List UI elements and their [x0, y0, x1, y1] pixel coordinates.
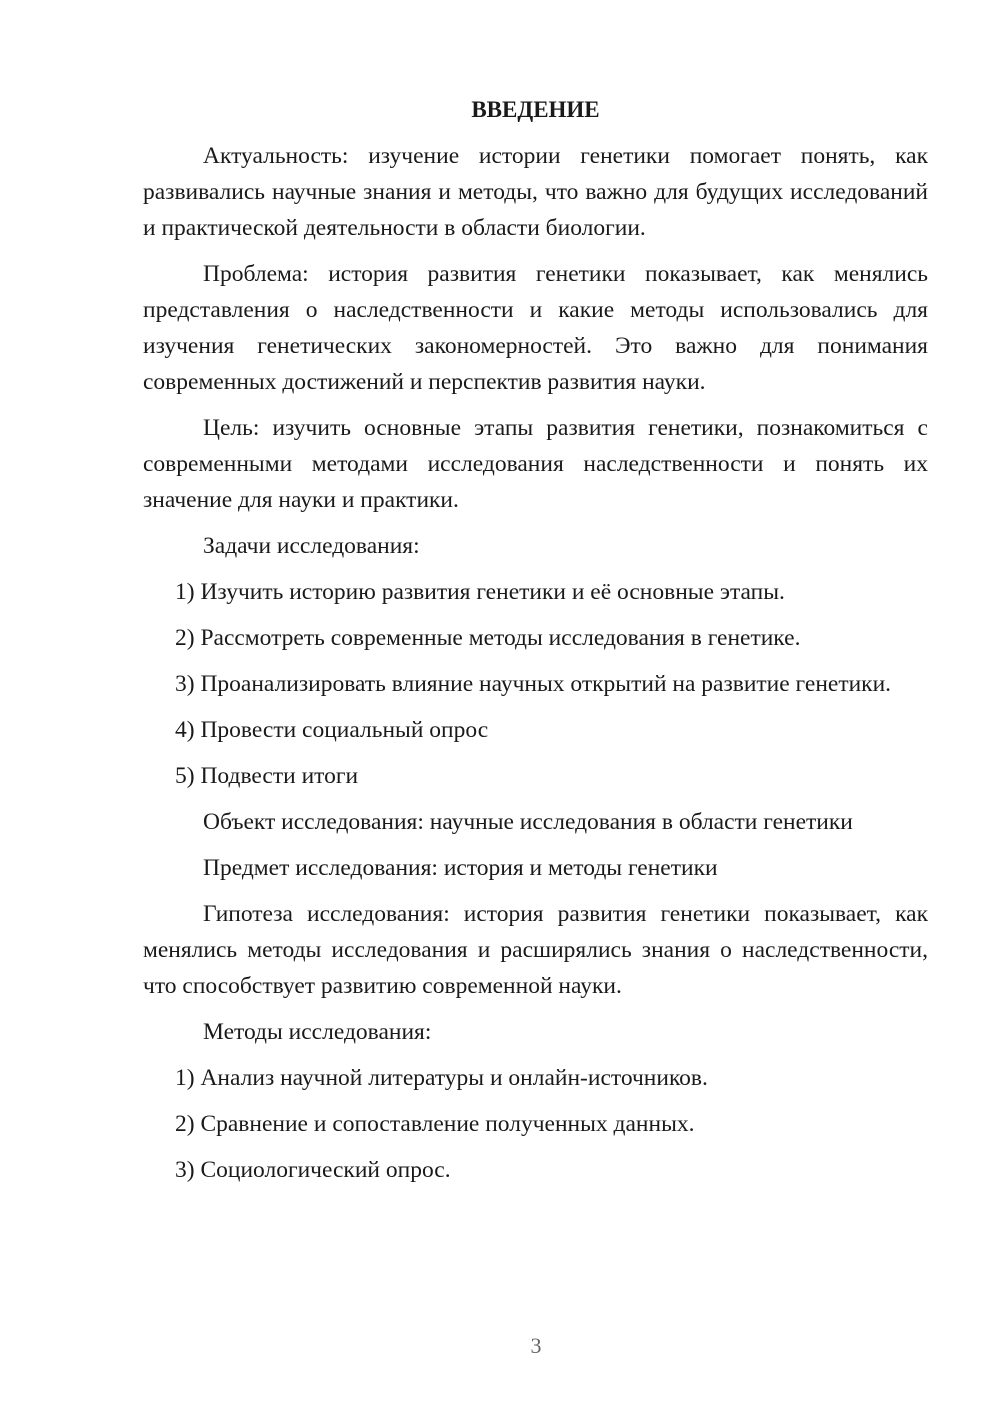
- task-item-3: 3) Проанализировать влияние научных открытий на развитие генетики.: [175, 671, 892, 697]
- method-item-2: 2) Сравнение и сопоставление полученных данных.: [175, 1111, 695, 1137]
- page-number: 3: [530, 1333, 542, 1358]
- section-title: ВВЕДЕНИЕ: [471, 97, 600, 122]
- task-item-4: 4) Провести социальный опрос: [175, 717, 489, 743]
- method-item-1: 1) Анализ научной литературы и онлайн-источников.: [175, 1065, 708, 1091]
- relevance-paragraph: Актуальность: изучение истории генетики помогает понять, как развивались научные знания и методы, что важно для будущих исследований и практической деятельности в области биологии.: [143, 143, 928, 241]
- task-item-1: 1) Изучить историю развития генетики и её основные этапы.: [175, 579, 785, 605]
- methods-heading: Методы исследования:: [203, 1019, 432, 1045]
- task-item-5: 5) Подвести итоги: [175, 763, 359, 789]
- problem-paragraph: Проблема: история развития генетики показывает, как менялись представления о наследственности и какие методы использовались для изучения генетических закономерностей. Это важно для понимания современных достижений и перспектив развития науки.: [143, 261, 928, 395]
- subject-paragraph: Предмет исследования: история и методы генетики: [203, 855, 718, 881]
- page-content: [143, 92, 928, 1198]
- method-item-3: 3) Социологический опрос.: [175, 1157, 451, 1183]
- tasks-heading: Задачи исследования:: [203, 533, 420, 559]
- object-paragraph: Объект исследования: научные исследования в области генетики: [203, 809, 853, 835]
- task-item-2: 2) Рассмотреть современные методы исследования в генетике.: [175, 625, 801, 651]
- hypothesis-paragraph: Гипотеза исследования: история развития генетики показывает, как менялись методы исследования и расширялись знания о наследственности, что способствует развитию современной науки.: [143, 901, 928, 999]
- goal-paragraph: Цель: изучить основные этапы развития генетики, познакомиться с современными методами исследования наследственности и понять их значение для науки и практики.: [143, 415, 928, 513]
